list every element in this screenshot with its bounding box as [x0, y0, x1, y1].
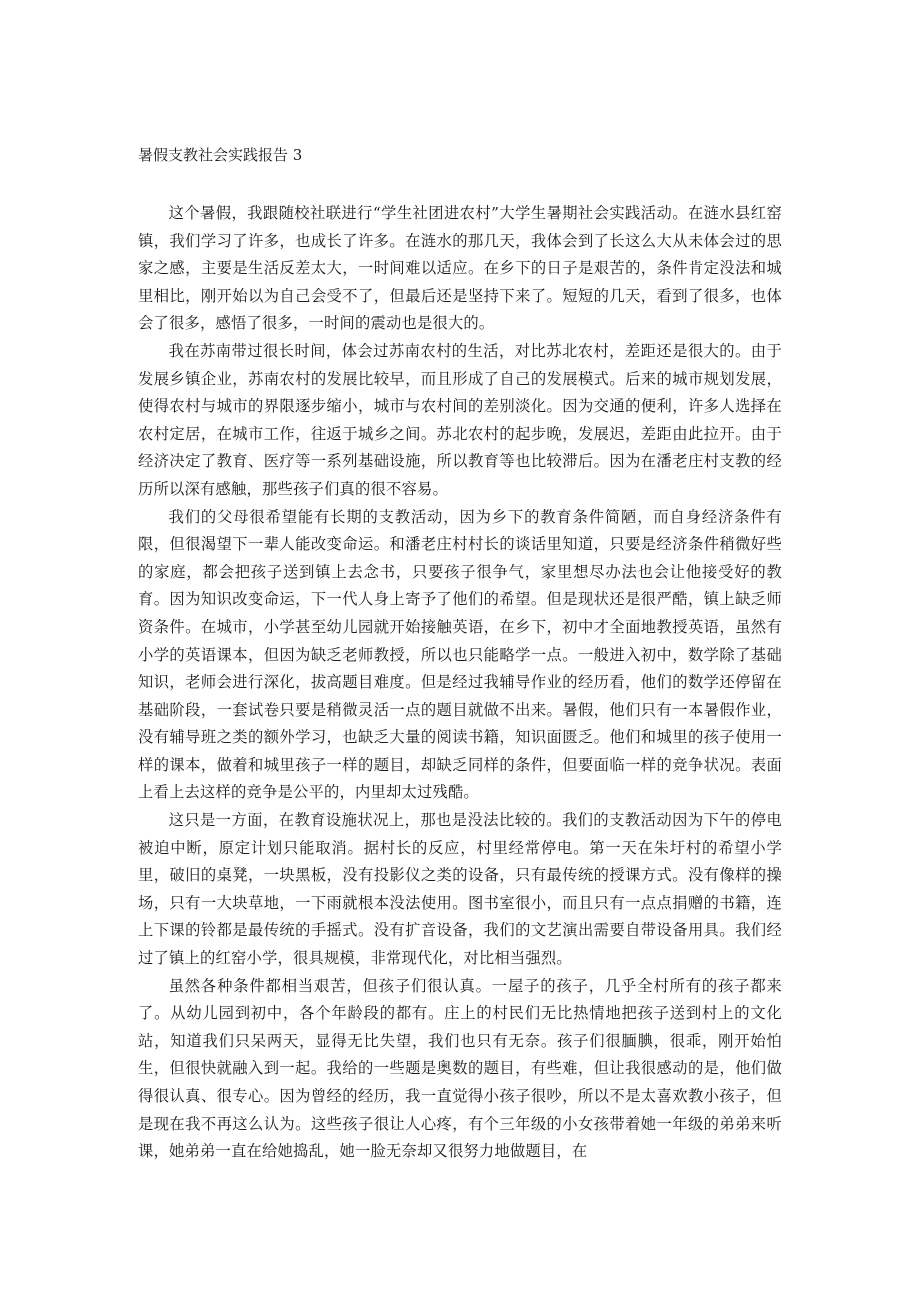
paragraph: 这个暑假，我跟随校社联进行“学生社团进农村”大学生暑期社会实践活动。在涟水县红窑镇，我们学习了许多，也成长了许多。在涟水的那几天，我体会到了长这么大从未体会过的思家之感，主要是生活反差太大，一时间难以适应。在乡下的日子是艰苦的，条件肯定没法和城里相比，刚开始以为自己会受不了，但最后还是坚持下来了。短短的几天，看到了很多，也体会了很多，感悟了很多，一时间的震动也是很大的。	[138, 204, 782, 333]
document-body	[138, 200, 782, 1166]
paragraph: 我在苏南带过很长时间，体会过苏南农村的生活，对比苏北农村，差距还是很大的。由于发展乡镇企业，苏南农村的发展比较早，而且形成了自己的发展模式。后来的城市规划发展，使得农村与城市的界限逐步缩小，城市与农村间的差别淡化。因为交通的便利，许多人选择在农村定居，在城市工作，往返于城乡之间。苏北农村的起步晚，发展迟，差距由此拉开。由于经济决定了教育、医疗等一系列基础设施，所以教育等也比较滞后。因为在潘老庄村支教的经历所以深有感触，那些孩子们真的很不容易。	[138, 341, 782, 498]
document-title: 暑假支教社会实践报告 3	[138, 146, 303, 164]
paragraph: 我们的父母很希望能有长期的支教活动，因为乡下的教育条件简陋，而自身经济条件有限，但很渴望下一辈人能改变命运。和潘老庄村村长的谈话里知道，只要是经济条件稍微好些的家庭，都会把孩子送到镇上去念书，只要孩子很争气，家里想尽办法也会让他接受好的教育。因为知识改变命运，下一代人身上寄予了他们的希望。但是现状还是很严酷，镇上缺乏师资条件。在城市，小学甚至幼儿园就开始接触英语，在乡下，初中才全面地教授英语，虽然有小学的英语课本，但因为缺乏老师教授，所以也只能略学一点。一般进入初中，数学除了基础知识，老师会进行深化，拔高题目难度。但是经过我辅导作业的经历看，他们的数学还停留在基础阶段，一套试卷只要是稍微灵活一点的题目就做不出来。暑假，他们只有一本暑假作业，没有辅导班之类的额外学习，也缺乏大量的阅读书籍，知识面匮乏。他们和城里的孩子使用一样的课本，做着和城里孩子一样的题目，却缺乏同样的条件，但要面临一样的竞争状况。表面上看上去这样的竞争是公平的，内里却太过残酷。	[138, 507, 782, 802]
paragraph: 这只是一方面，在教育设施状况上，那也是没法比较的。我们的支教活动因为下午的停电被迫中断，原定计划只能取消。据村长的反应，村里经常停电。第一天在朱圩村的希望小学里，破旧的桌凳，一块黑板，没有投影仪之类的设备，只有最传统的授课方式。没有像样的操场，只有一大块草地，一下雨就根本没法使用。图书室很小，而且只有一点点捐赠的书籍，连上下课的铃都是最传统的手摇式。没有扩音设备，我们的文艺演出需要自带设备用具。我们经过了镇上的红窑小学，很具规模，非常现代化，对比相当强烈。	[138, 811, 782, 968]
paragraph: 虽然各种条件都相当艰苦，但孩子们很认真。一屋子的孩子，几乎全村所有的孩子都来了。从幼儿园到初中，各个年龄段的都有。庄上的村民们无比热情地把孩子送到村上的文化站，知道我们只呆两天，显得无比失望，我们也只有无奈。孩子们很腼腆，很乖，刚开始怕生，但很快就融入到一起。我给的一些题是奥数的题目，有些难，但让我很感动的是，他们做得很认真、很专心。因为曾经的经历，我一直觉得小孩子很吵，所以不是太喜欢教小孩子，但是现在我不再这么认为。这些孩子很让人心疼，有个三年级的小女孩带着她一年级的弟弟来听课，她弟弟一直在给她捣乱，她一脸无奈却又很努力地做题目，在	[138, 976, 782, 1161]
